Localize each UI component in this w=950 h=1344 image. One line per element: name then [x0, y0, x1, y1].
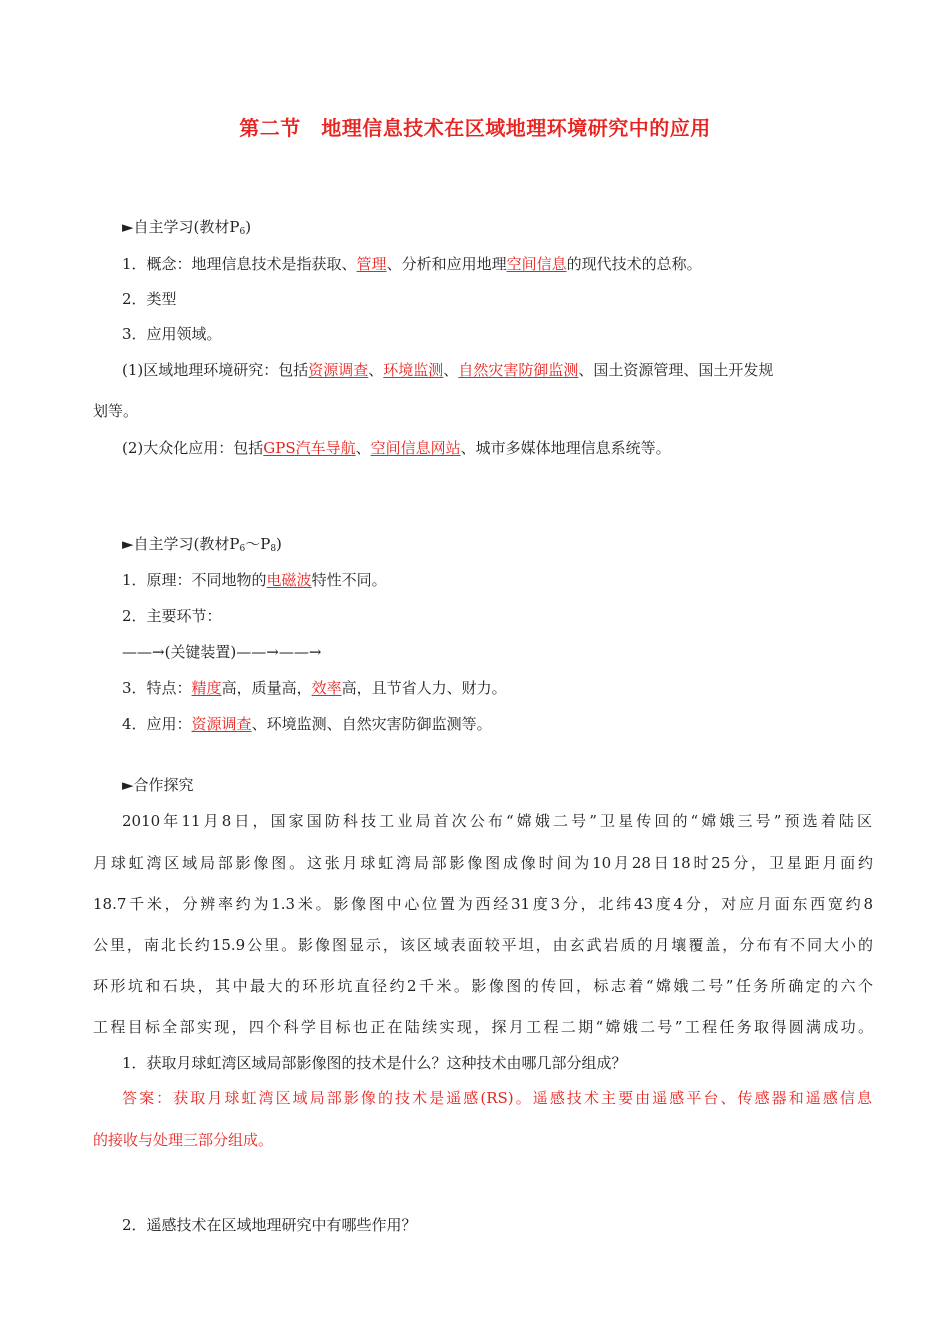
passage-line: 18.7千米，分辨率约为1.3米。影像图中心位置为西经31度3分，北纬43度4分，对应月面东西宽约8 — [93, 895, 873, 913]
answer-1: 答案：获取月球虹湾区域局部影像的技术是遥感(RS)。遥感技术主要由遥感平台、传感器和遥感信息 — [122, 1089, 872, 1107]
passage-line: 公里，南北长约15.9公里。影像图显示，该区域表面较平坦，由玄武岩质的月壤覆盖，分布有不同大小的 — [93, 936, 873, 954]
answer-blank: GPS汽车导航 — [263, 439, 356, 457]
s1-public-use: (2)大众化应用：包括GPS汽车导航、空间信息网站、城市多媒体地理信息系统等。 — [122, 439, 671, 457]
s1-fields: 3．应用领域。 — [122, 325, 222, 343]
answer-blank: 空间信息 — [506, 255, 567, 273]
section3-header: ►合作探究 — [122, 776, 194, 794]
s2-features: 3．特点：精度高，质量高，效率高，且节省人力、财力。 — [122, 679, 507, 697]
section1-header: ►自主学习(教材$P_6$) — [122, 218, 252, 237]
answer-1-cont: 的接收与处理三部分组成。 — [93, 1131, 274, 1149]
answer-blank: 效率 — [311, 679, 342, 697]
answer-blank: 精度 — [191, 679, 222, 697]
s2-flow: ——→(关键装置)——→——→ — [122, 643, 322, 661]
s2-applications: 4．应用：资源调查、环境监测、自然灾害防御监测等。 — [122, 715, 492, 733]
passage-line: 工程目标全部实现，四个科学目标也正在陆续实现，探月工程二期“嫦娥二号”工程任务取得圆满成功。 — [93, 1018, 873, 1036]
passage-line: 环形坑和石块，其中最大的环形坑直径约2千米。影像图的传回，标志着“嫦娥二号”任务所确定的六个 — [93, 977, 873, 995]
passage-line: 2010年11月8日，国家国防科技工业局首次公布“嫦娥二号”卫星传回的“嫦娥三号”预选着陆区 — [122, 812, 872, 830]
passage-line: 月球虹湾区域局部影像图。这张月球虹湾局部影像图成像时间为10月28日18时25分，卫星距月面约 — [93, 854, 873, 872]
s1-concept: 1．概念：地理信息技术是指获取、管理、分析和应用地理空间信息的现代技术的总称。 — [122, 255, 702, 273]
s1-regional-research-cont: 划等。 — [93, 402, 139, 420]
s2-steps: 2．主要环节： — [122, 607, 222, 625]
answer-blank: 资源调查 — [308, 361, 369, 379]
answer-blank: 管理 — [356, 255, 387, 273]
question-2: 2．遥感技术在区域地理研究中有哪些作用？ — [122, 1216, 417, 1234]
answer-blank: 电磁波 — [266, 571, 312, 589]
s1-types: 2．类型 — [122, 290, 177, 308]
question-1: 1．获取月球虹湾区域局部影像图的技术是什么？这种技术由哪几部分组成？ — [122, 1054, 627, 1072]
answer-blank: 自然灾害防御监测 — [458, 361, 579, 379]
answer-blank: 环境监测 — [383, 361, 444, 379]
s1-regional-research: (1)区域地理环境研究：包括资源调查、环境监测、自然灾害防御监测、国土资源管理、国土开发规 — [122, 361, 774, 379]
answer-blank: 空间信息网站 — [370, 439, 461, 457]
section2-header: ►自主学习(教材$P_6\sim P_8$) — [122, 535, 282, 554]
s2-principle: 1．原理：不同地物的电磁波特性不同。 — [122, 571, 387, 589]
page-title: 第二节 地理信息技术在区域地理环境研究中的应用 — [239, 116, 711, 140]
answer-blank: 资源调查 — [191, 715, 252, 733]
